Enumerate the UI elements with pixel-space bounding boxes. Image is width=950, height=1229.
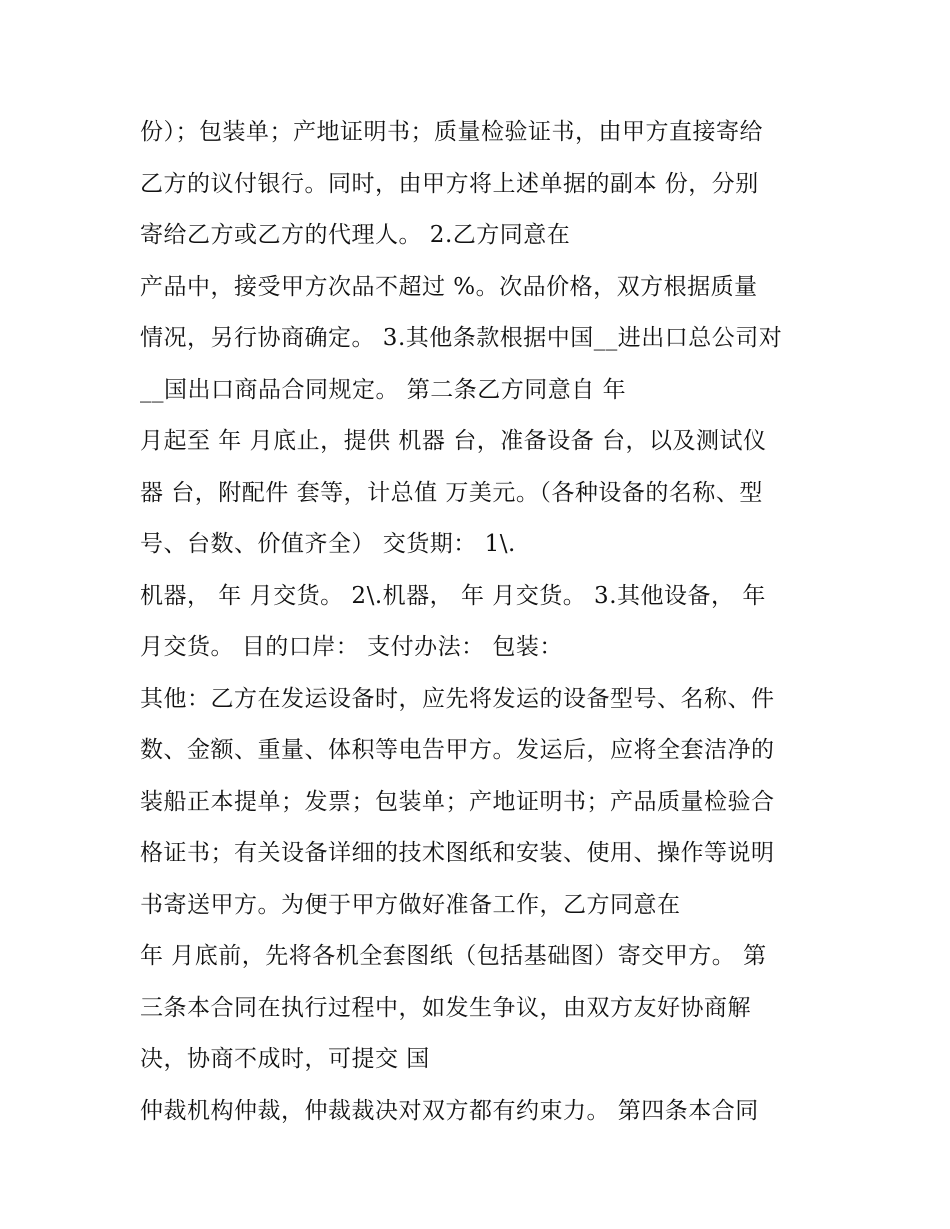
text-line: __国出口商品合同规定。 第二条乙方同意自 年 bbox=[140, 376, 627, 403]
text-line: 数、金额、重量、体积等电告甲方。发运后，应将全套洁净的 bbox=[140, 737, 775, 763]
text-line: 月起至 年 月底止，提供 机器 台，准备设备 台，以及测试仪 bbox=[140, 428, 767, 454]
text-line: 格证书；有关设备详细的技术图纸和安装、使用、操作等说明 bbox=[140, 840, 775, 866]
text-line: 器 台，附配件 套等，计总值 万美元。（各种设备的名称、型 bbox=[140, 479, 763, 506]
text-line: 份）；包装单；产地证明书；质量检验证书，由甲方直接寄给 bbox=[140, 119, 763, 145]
contract-text-body bbox=[140, 107, 840, 1137]
text-line: 年 月底前，先将各机全套图纸（包括基础图）寄交甲方。 第 bbox=[140, 943, 767, 969]
text-line: 产品中，接受甲方次品不超过 %。次品价格，双方根据质量 bbox=[140, 273, 758, 300]
text-line: 月交货。 目的口岸： 支付办法： 包装： bbox=[140, 634, 563, 660]
text-line: 书寄送甲方。为便于甲方做好准备工作，乙方同意在 bbox=[140, 891, 681, 918]
text-line: 号、台数、价值齐全） 交货期： 1\. bbox=[140, 531, 516, 557]
text-line: 决，协商不成时，可提交 国 bbox=[140, 1046, 430, 1072]
text-line: 仲裁机构仲裁，仲裁裁决对双方都有约束力。 第四条本合同 bbox=[140, 1097, 759, 1124]
text-line: 三条本合同在执行过程中，如发生争议，由双方友好协商解 bbox=[140, 994, 751, 1021]
text-line: 情况，另行协商确定。 3.其他条款根据中国__进出口总公司对 bbox=[140, 325, 783, 351]
text-line: 装船正本提单；发票；包装单；产地证明书；产品质量检验合 bbox=[140, 788, 775, 815]
text-line: 寄给乙方或乙方的代理人。 2.乙方同意在 bbox=[140, 222, 571, 248]
text-line: 乙方的议付银行。同时，由甲方将上述单据的副本 份，分别 bbox=[140, 170, 759, 197]
text-line: 其他：乙方在发运设备时，应先将发运的设备型号、名称、件 bbox=[140, 685, 775, 712]
text-line: 机器， 年 月交货。 2\.机器， 年 月交货。 3.其他设备， 年 bbox=[140, 582, 766, 609]
